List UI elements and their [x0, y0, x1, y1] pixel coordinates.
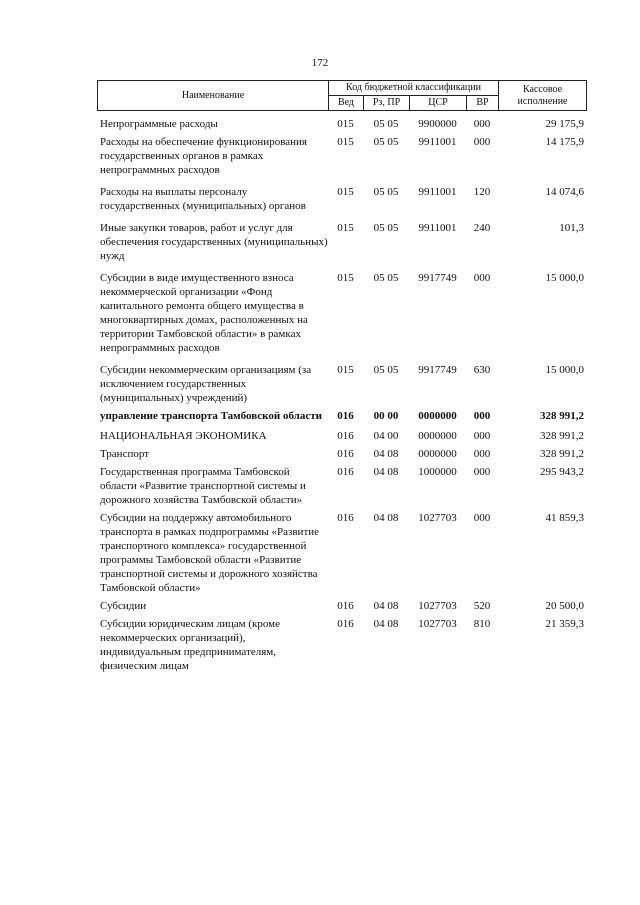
row-name: Иные закупки товаров, работ и услуг для обеспечения государственных (муниципальных) нужд	[100, 222, 328, 262]
row-rz-pr: 04 08	[373, 618, 399, 630]
row-csr: 9900000	[418, 118, 457, 130]
row-name: Субсидии	[100, 600, 147, 612]
row-rz-pr: 05 05	[373, 186, 399, 198]
table-row	[97, 447, 586, 461]
row-rz-pr: 00 00	[373, 410, 399, 422]
row-name: Субсидии юридическим лицам (кроме некоммерческих организаций), индивидуальным предпринимателям, физическим лицам	[100, 618, 281, 672]
row-ved: 015	[337, 222, 354, 234]
row-vr: 810	[473, 618, 491, 630]
row-vr: 240	[473, 222, 491, 234]
table-row	[97, 617, 586, 673]
row-vr: 000	[473, 118, 491, 130]
row-ved: 016	[337, 600, 354, 612]
row-rz-pr: 05 05	[373, 272, 399, 284]
row-vr: 000	[473, 410, 491, 422]
row-rz-pr: 05 05	[373, 136, 399, 148]
row-name: НАЦИОНАЛЬНАЯ ЭКОНОМИКА	[100, 430, 267, 442]
header-cash-execution	[499, 81, 587, 111]
row-ved: 016	[337, 430, 354, 442]
row-name: управление транспорта Тамбовской области	[100, 410, 322, 422]
row-csr: 1027703	[418, 600, 457, 612]
row-sum: 101,3	[559, 222, 584, 234]
table-row	[97, 465, 586, 507]
row-rz-pr: 05 05	[373, 222, 399, 234]
row-name: Расходы на обеспечение функционирования государственных органов в рамках непрограммных расходов	[100, 136, 307, 176]
row-name: Непрограммные расходы	[100, 118, 218, 130]
row-rz-pr: 04 08	[373, 512, 399, 524]
row-sum: 14 074,6	[545, 186, 584, 198]
row-sum: 295 943,2	[540, 466, 584, 478]
row-vr: 000	[473, 448, 491, 460]
row-sum: 41 859,3	[545, 512, 584, 524]
table-row	[97, 271, 586, 355]
table-body	[97, 117, 586, 673]
row-vr: 630	[473, 364, 491, 376]
row-vr: 000	[473, 466, 491, 478]
row-rz-pr: 04 08	[373, 600, 399, 612]
row-rz-pr: 04 08	[373, 448, 399, 460]
row-name: Государственная программа Тамбовской области «Развитие транспортной системы и дорожного хозяйства Тамбовской области»	[100, 466, 306, 506]
row-sum: 328 991,2	[540, 430, 584, 442]
row-rz-pr: 05 05	[373, 364, 399, 376]
row-vr: 120	[473, 186, 491, 198]
page-number: 172	[311, 57, 329, 69]
row-ved: 016	[337, 410, 354, 422]
row-sum: 328 991,2	[540, 448, 584, 460]
header-cash-line2: исполнение	[517, 95, 568, 107]
table-header	[97, 80, 587, 111]
row-ved: 015	[337, 136, 354, 148]
row-sum: 15 000,0	[545, 364, 584, 376]
row-sum: 14 175,9	[545, 136, 584, 148]
row-vr: 520	[473, 600, 491, 612]
row-name: Субсидии на поддержку автомобильного транспорта в рамках подпрограммы «Развитие транспортного комплекса» государственной программы Тамбовской области «Развитие транспортной системы и дорожного хозяйства Тамбовской области»	[100, 512, 320, 594]
row-name: Транспорт	[100, 448, 150, 460]
table-row	[97, 117, 586, 131]
row-ved: 015	[337, 186, 354, 198]
row-sum: 20 500,0	[545, 600, 584, 612]
table-row	[97, 363, 586, 405]
row-ved: 015	[337, 272, 354, 284]
row-vr: 000	[473, 430, 491, 442]
row-csr: 1027703	[418, 618, 457, 630]
header-csr: ЦСР	[410, 96, 467, 111]
row-ved: 016	[337, 448, 354, 460]
row-name: Расходы на выплаты персоналу государственных (муниципальных) органов	[100, 186, 306, 212]
table-row	[97, 221, 586, 263]
header-name: Наименование	[98, 81, 329, 111]
table-row	[97, 511, 586, 595]
table-row	[97, 135, 586, 177]
row-vr: 000	[473, 512, 491, 524]
row-csr: 9917749	[418, 364, 457, 376]
row-csr: 9911001	[418, 186, 457, 198]
row-ved: 016	[337, 512, 354, 524]
header-rz-pr: Рз, ПР	[364, 96, 410, 111]
row-sum: 21 359,3	[545, 618, 584, 630]
row-sum: 29 175,9	[545, 118, 584, 130]
row-csr: 0000000	[418, 448, 457, 460]
row-csr: 0000000	[418, 410, 457, 422]
row-csr: 9911001	[418, 222, 457, 234]
row-sum: 15 000,0	[545, 272, 584, 284]
table-row	[97, 409, 586, 423]
table-row	[97, 429, 586, 443]
row-csr: 9911001	[418, 136, 457, 148]
row-csr: 1000000	[418, 466, 457, 478]
row-rz-pr: 05 05	[373, 118, 399, 130]
row-name: Субсидии некоммерческим организациям (за исключением государственных (муниципальных) учреждений)	[100, 364, 312, 404]
row-vr: 000	[473, 136, 491, 148]
row-csr: 9917749	[418, 272, 457, 284]
row-sum: 328 991,2	[540, 410, 584, 422]
row-name: Субсидии в виде имущественного взноса некоммерческой организации «Фонд капитального ремонта общего имущества в многоквартирных домах, расположенных на территории Тамбовской области» в рамках непрограммных расходов	[100, 272, 308, 354]
table-row	[97, 599, 586, 613]
row-vr: 000	[473, 272, 491, 284]
header-vr: ВР	[467, 96, 499, 111]
header-code-group: Код бюджетной классификации	[329, 81, 499, 96]
header-cash-line1: Кассовое	[522, 83, 563, 95]
row-csr: 0000000	[418, 430, 457, 442]
row-ved: 016	[337, 466, 354, 478]
row-rz-pr: 04 00	[373, 430, 399, 442]
row-rz-pr: 04 08	[373, 466, 399, 478]
row-ved: 015	[337, 364, 354, 376]
row-ved: 016	[337, 618, 354, 630]
table-row	[97, 185, 586, 213]
header-ved: Вед	[329, 96, 364, 111]
row-csr: 1027703	[418, 512, 457, 524]
row-ved: 015	[337, 118, 354, 130]
